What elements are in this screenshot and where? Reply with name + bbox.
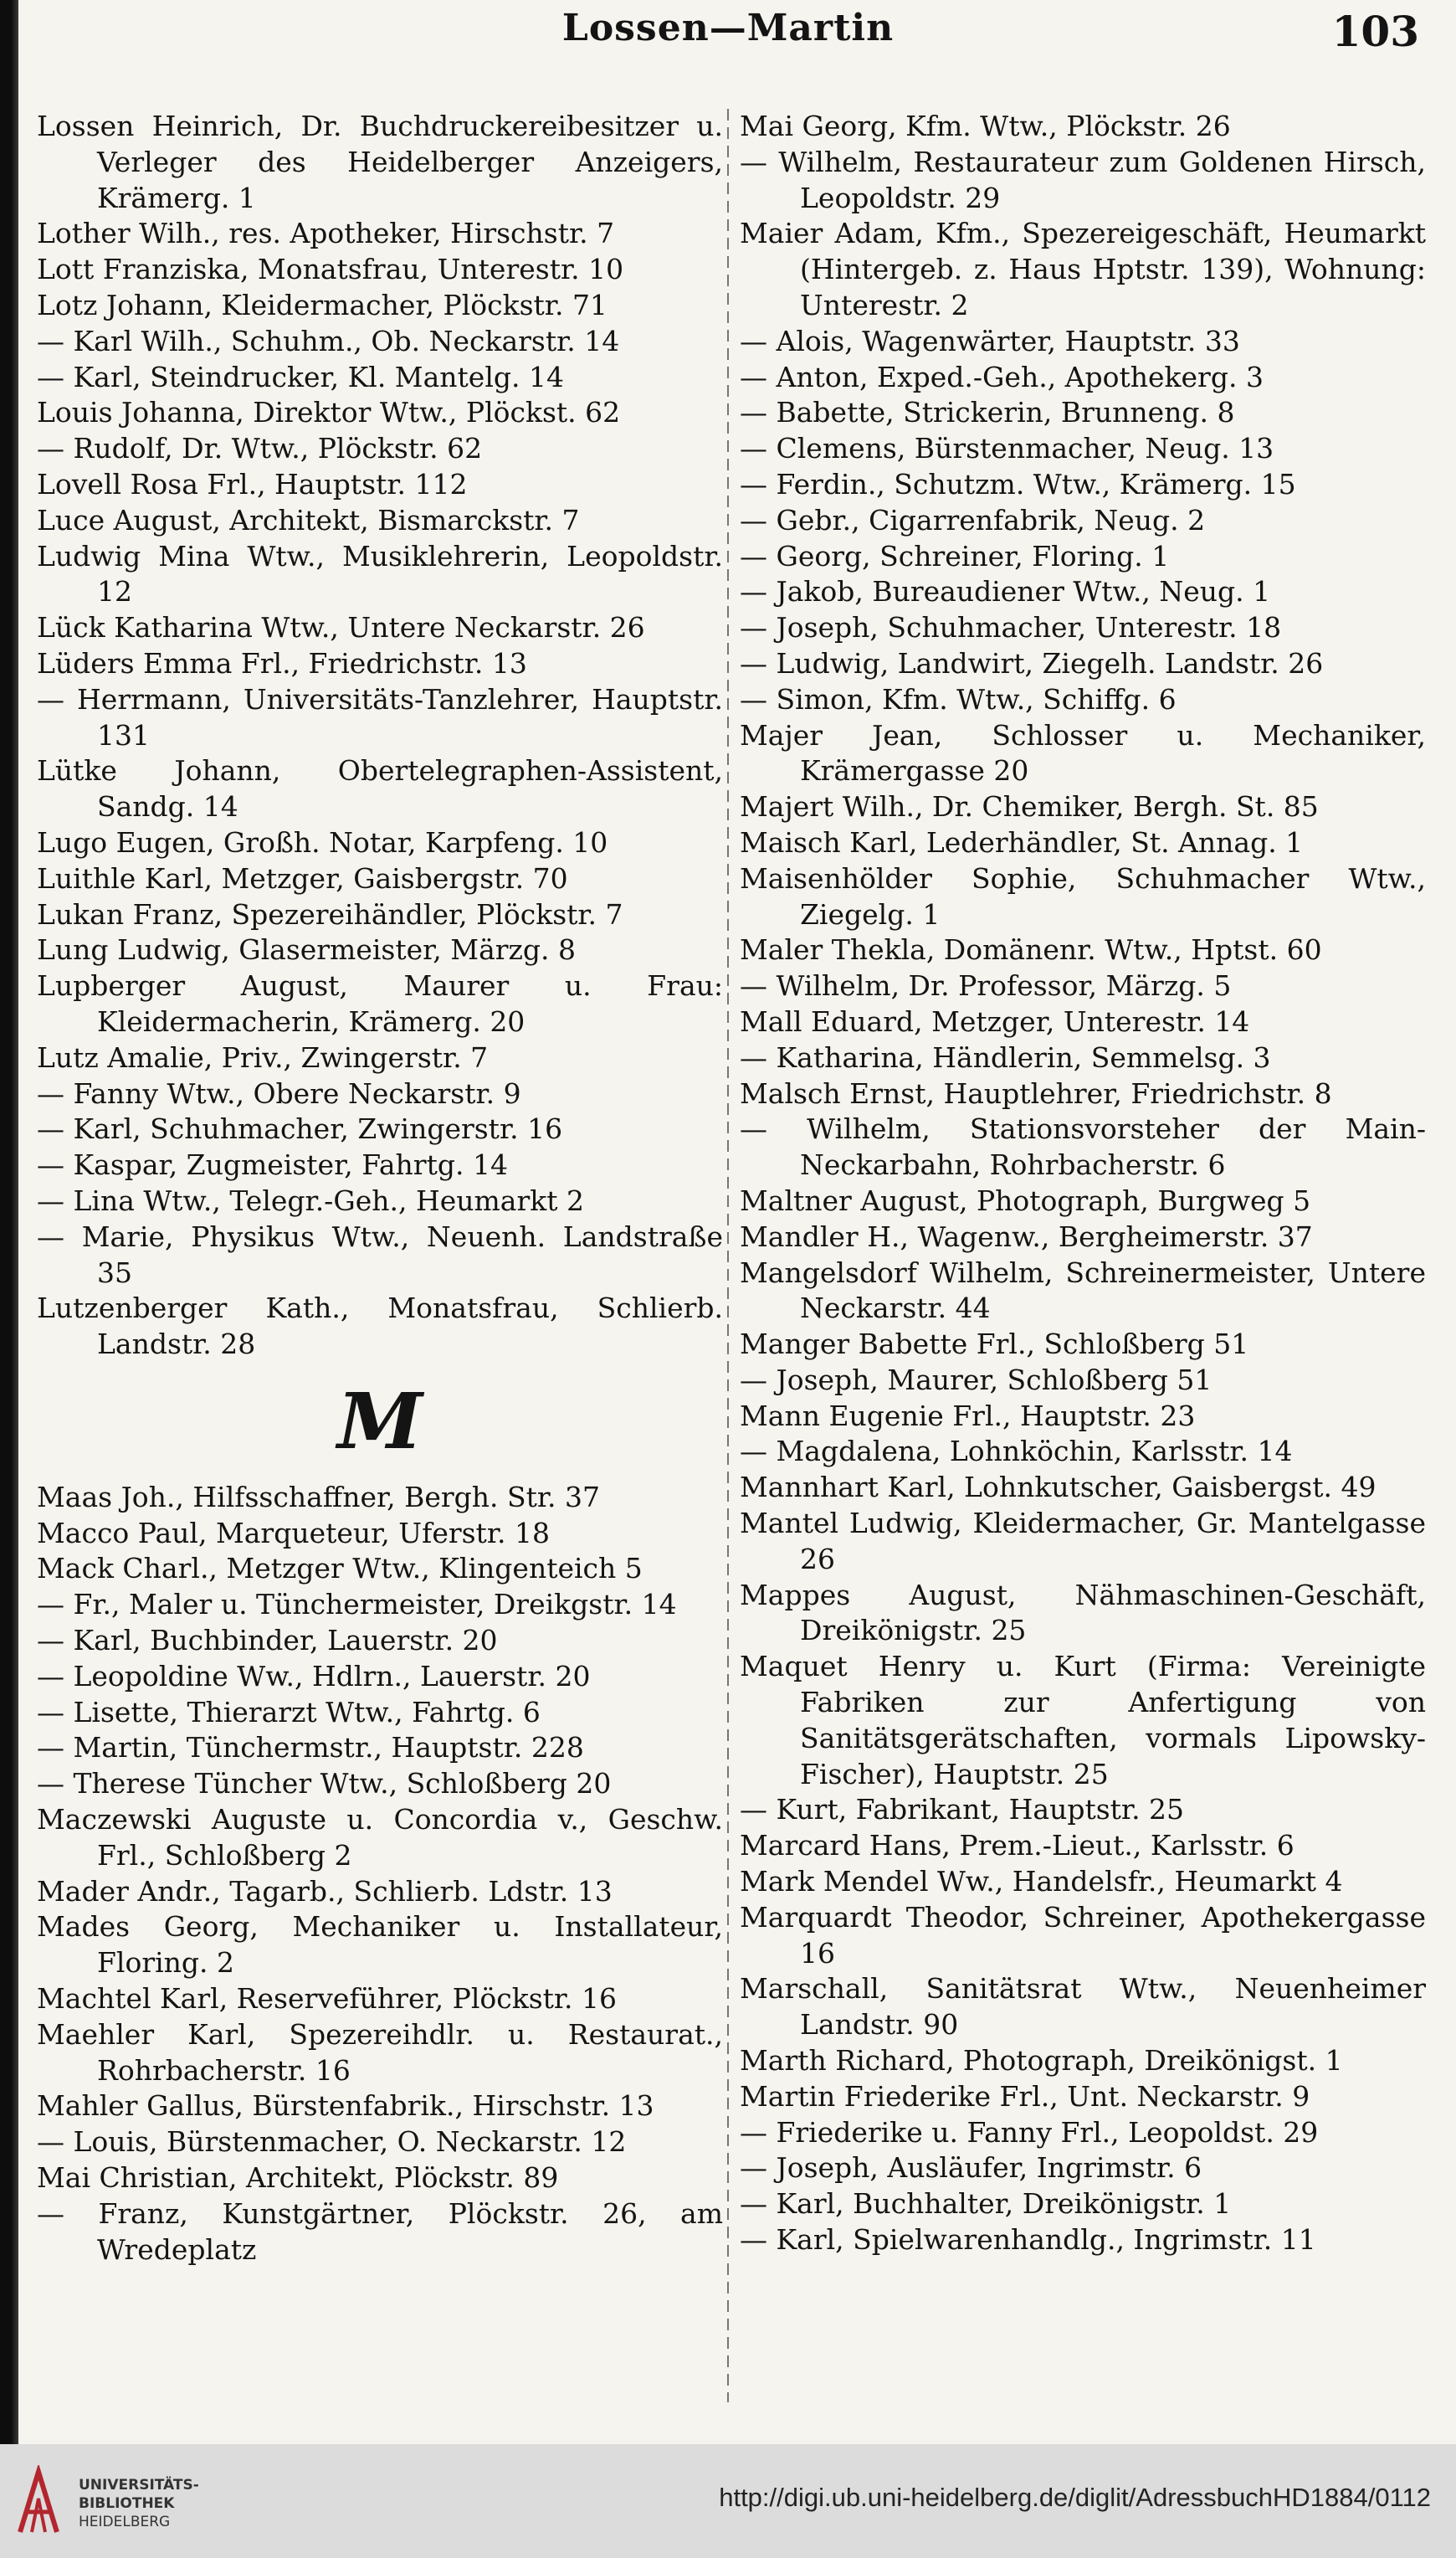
directory-entry: Marschall, Sanitätsrat Wtw., Neuenheimer Landstr. 90 [740, 1972, 1426, 2042]
source-url-link[interactable]: http://digi.ub.uni-heidelberg.de/diglit/AdressbuchHD1884/0112 [719, 2483, 1431, 2512]
directory-entry: Malsch Ernst, Hauptlehrer, Friedrichstr. 8 [740, 1076, 1332, 1110]
directory-entry: — Lisette, Thierarzt Wtw., Fahrtg. 6 [37, 1695, 541, 1728]
directory-entry: — Karl, Buchbinder, Lauerstr. 20 [37, 1624, 498, 1657]
directory-entry: Mannhart Karl, Lohnkutscher, Gaisbergst. 49 [740, 1471, 1377, 1504]
directory-entry: Marquardt Theodor, Schreiner, Apothekergasse 16 [740, 1900, 1426, 1970]
directory-entry: — Karl, Spielwarenhandlg., Ingrimstr. 11 [740, 2223, 1316, 2257]
directory-entry: Maehler Karl, Spezereihdlr. u. Restaurat., Rohrbacherstr. 16 [37, 2017, 723, 2087]
directory-entry: — Magdalena, Lohnköchin, Karlsstr. 14 [740, 1435, 1293, 1468]
directory-entry: Maltner August, Photograph, Burgweg 5 [740, 1184, 1311, 1217]
directory-entry: — Therese Tüncher Wtw., Schloßberg 20 [37, 1767, 612, 1800]
directory-entry: — Anton, Exped.-Geh., Apothekerg. 3 [740, 360, 1264, 393]
directory-entry: Luithle Karl, Metzger, Gaisbergstr. 70 [37, 861, 568, 895]
directory-entry: — Jakob, Bureaudiener Wtw., Neug. 1 [740, 575, 1271, 609]
directory-entry: — Fr., Maler u. Tünchermeister, Dreikgstr. 14 [37, 1588, 677, 1621]
directory-entry: Lück Katharina Wtw., Untere Neckarstr. 26 [37, 611, 645, 645]
directory-entry: — Marie, Physikus Wtw., Neuenh. Landstraße 35 [37, 1220, 723, 1289]
directory-entry: Martin Friederike Frl., Unt. Neckarstr. 9 [740, 2079, 1310, 2113]
directory-entry: Lupberger August, Maurer u. Frau: Kleidermacherin, Krämerg. 20 [37, 969, 723, 1038]
directory-entry: — Kurt, Fabrikant, Hauptstr. 25 [740, 1793, 1185, 1826]
directory-entry: — Wilhelm, Dr. Professor, Märzg. 5 [740, 969, 1232, 1003]
directory-entry: — Fanny Wtw., Obere Neckarstr. 9 [37, 1076, 521, 1110]
directory-entry: Mader Andr., Tagarb., Schlierb. Ldstr. 13 [37, 1874, 613, 1908]
directory-entry: — Karl, Buchhalter, Dreikönigstr. 1 [740, 2187, 1232, 2221]
directory-entry: Maas Joh., Hilfsschaffner, Bergh. Str. 37 [37, 1480, 601, 1513]
directory-entry: — Kaspar, Zugmeister, Fahrtg. 14 [37, 1148, 508, 1182]
directory-entry: — Simon, Kfm. Wtw., Schiffg. 6 [740, 682, 1177, 716]
directory-entry: Lother Wilh., res. Apotheker, Hirschstr. 7 [37, 217, 615, 250]
directory-entry: Lossen Heinrich, Dr. Buchdruckereibesitzer u. Verleger des Heidelberger Anzeigers, Krämerg. 1 [37, 110, 723, 214]
directory-entry: — Lina Wtw., Telegr.-Geh., Heumarkt 2 [37, 1184, 584, 1217]
directory-entry: Mappes August, Nähmaschinen-Geschäft, Dreikönigstr. 25 [740, 1578, 1426, 1647]
directory-entry: Mai Georg, Kfm. Wtw., Plöckstr. 26 [740, 110, 1231, 142]
directory-entry: Manger Babette Frl., Schloßberg 51 [740, 1328, 1249, 1361]
page-title: Lossen—Martin [561, 7, 895, 49]
directory-entry: — Wilhelm, Stationsvorsteher der Main-Neckarbahn, Rohrbacherstr. 6 [740, 1112, 1426, 1182]
directory-entry: Mades Georg, Mechaniker u. Installateur, Floring. 2 [37, 1910, 723, 1980]
directory-entry: Mantel Ludwig, Kleidermacher, Gr. Mantelgasse 26 [740, 1507, 1426, 1575]
entry-list-right [740, 109, 1426, 2258]
directory-entry: Lung Ludwig, Glasermeister, Märzg. 8 [37, 933, 577, 967]
directory-entry: Macco Paul, Marqueteur, Uferstr. 18 [37, 1516, 550, 1549]
directory-entry: — Wilhelm, Restaurateur zum Goldenen Hirsch, Leopoldstr. 29 [740, 145, 1426, 214]
directory-entry: — Joseph, Maurer, Schloßberg 51 [740, 1363, 1212, 1396]
directory-entry: Mark Mendel Ww., Handelsfr., Heumarkt 4 [740, 1865, 1343, 1898]
directory-entry: — Louis, Bürstenmacher, O. Neckarstr. 12 [37, 2125, 627, 2159]
directory-entry: Maczewski Auguste u. Concordia v., Geschw. Frl., Schloßberg 2 [37, 1803, 723, 1872]
directory-entry: — Joseph, Ausläufer, Ingrimstr. 6 [740, 2151, 1202, 2185]
directory-entry: Marth Richard, Photograph, Dreikönigst. 1 [740, 2044, 1343, 2078]
directory-entry: Mai Christian, Architekt, Plöckstr. 89 [37, 2161, 559, 2195]
directory-entry: — Leopoldine Ww., Hdlrn., Lauerstr. 20 [37, 1659, 591, 1692]
directory-entry: Majer Jean, Schlosser u. Mechaniker, Krämergasse 20 [740, 718, 1426, 788]
directory-entry: Majert Wilh., Dr. Chemiker, Bergh. St. 85 [740, 790, 1319, 824]
directory-entry: Maquet Henry u. Kurt (Firma: Vereinigte Fabriken zur Anfertigung von Sanitätsgerätschaften, vormals Lipowsky-Fischer), Hauptstr. 25 [740, 1650, 1426, 1790]
directory-entry: Lott Franziska, Monatsfrau, Unterestr. 10 [37, 253, 624, 286]
directory-entry: — Ferdin., Schutzm. Wtw., Krämerg. 15 [740, 467, 1296, 501]
directory-entry: — Gebr., Cigarrenfabrik, Neug. 2 [740, 503, 1206, 537]
directory-entry: — Joseph, Schuhmacher, Unterestr. 18 [740, 611, 1282, 645]
logo-line: UNIVERSITÄTS- [79, 2477, 199, 2494]
left-column [37, 109, 723, 2402]
directory-entry: — Ludwig, Landwirt, Ziegelh. Landstr. 26 [740, 646, 1324, 680]
entry-list-l [37, 109, 723, 1363]
directory-entry: Mahler Gallus, Bürstenfabrik., Hirschstr. 13 [37, 2089, 654, 2123]
section-letter: M [337, 1375, 423, 1466]
directory-entry: Maisch Karl, Lederhändler, St. Annag. 1 [740, 825, 1304, 859]
directory-entry: Marcard Hans, Prem.-Lieut., Karlsstr. 6 [740, 1829, 1295, 1862]
entry-list-m [37, 1480, 723, 2268]
directory-entry: — Friederike u. Fanny Frl., Leopoldst. 29 [740, 2115, 1319, 2149]
right-column [740, 109, 1426, 2402]
directory-entry: Maisenhölder Sophie, Schuhmacher Wtw., Ziegelg. 1 [740, 861, 1426, 931]
directory-entry: Mack Charl., Metzger Wtw., Klingenteich 5 [37, 1552, 643, 1585]
directory-entry: Mandler H., Wagenw., Bergheimerstr. 37 [740, 1220, 1313, 1253]
directory-entry: Machtel Karl, Reserveführer, Plöckstr. 16 [37, 1982, 618, 2016]
logo-line: BIBLIOTHEK [79, 2495, 175, 2512]
directory-entry: — Alois, Wagenwärter, Hauptstr. 33 [740, 324, 1240, 357]
directory-entry: — Babette, Strickerin, Brunneng. 8 [740, 396, 1235, 429]
directory-entry: Luce August, Architekt, Bismarckstr. 7 [37, 503, 580, 537]
directory-entry: — Karl, Steindrucker, Kl. Mantelg. 14 [37, 360, 564, 393]
directory-entry: — Katharina, Händlerin, Semmelsg. 3 [740, 1040, 1271, 1074]
library-logo-text [79, 2476, 199, 2531]
page-number: 103 [1331, 7, 1419, 56]
directory-entry: — Martin, Tünchermstr., Hauptstr. 228 [37, 1731, 584, 1764]
directory-entry: Lüders Emma Frl., Friedrichstr. 13 [37, 646, 527, 680]
directory-entry: — Karl Wilh., Schuhm., Ob. Neckarstr. 14 [37, 324, 620, 357]
directory-entry: — Herrmann, Universitäts-Tanzlehrer, Hauptstr. 131 [37, 682, 723, 752]
directory-entry: Lukan Franz, Spezereihändler, Plöckstr. 7 [37, 897, 623, 931]
directory-entry: — Karl, Schuhmacher, Zwingerstr. 16 [37, 1112, 563, 1146]
directory-entry: Mann Eugenie Frl., Hauptstr. 23 [740, 1399, 1196, 1432]
directory-entry: — Clemens, Bürstenmacher, Neug. 13 [740, 432, 1274, 465]
directory-entry: — Franz, Kunstgärtner, Plöckstr. 26, am Wredeplatz [37, 2196, 723, 2266]
directory-entry: Louis Johanna, Direktor Wtw., Plöckst. 62 [37, 396, 621, 429]
directory-entry: — Rudolf, Dr. Wtw., Plöckstr. 62 [37, 432, 483, 465]
directory-entry: Lutz Amalie, Priv., Zwingerstr. 7 [37, 1040, 489, 1074]
directory-entry: Mangelsdorf Wilhelm, Schreinermeister, Untere Neckarstr. 44 [740, 1256, 1426, 1325]
directory-entry: Lovell Rosa Frl., Hauptstr. 112 [37, 467, 468, 501]
directory-entry: Lotz Johann, Kleidermacher, Plöckstr. 71 [37, 288, 608, 321]
logo-line: HEIDELBERG [79, 2514, 171, 2530]
directory-entry: Ludwig Mina Wtw., Musiklehrerin, Leopoldstr. 12 [37, 539, 723, 609]
directory-entry: Mall Eduard, Metzger, Unterestr. 14 [740, 1004, 1250, 1038]
directory-entry: Lütke Johann, Obertelegraphen-Assistent, Sandg. 14 [37, 754, 723, 824]
directory-entry: Maler Thekla, Domänenr. Wtw., Hptst. 60 [740, 933, 1322, 967]
column-divider [727, 109, 729, 2402]
directory-entry: Lutzenberger Kath., Monatsfrau, Schlierb. Landstr. 28 [37, 1292, 723, 1361]
library-logo-icon [15, 2465, 62, 2537]
directory-entry: Lugo Eugen, Großh. Notar, Karpfeng. 10 [37, 825, 608, 859]
directory-entry: Maier Adam, Kfm., Spezereigeschäft, Heumarkt (Hintergeb. z. Haus Hptstr. 139), Wohnung: Unterestr. 2 [740, 217, 1426, 321]
directory-entry: — Georg, Schreiner, Floring. 1 [740, 539, 1170, 573]
page-binding-edge [0, 0, 18, 2444]
